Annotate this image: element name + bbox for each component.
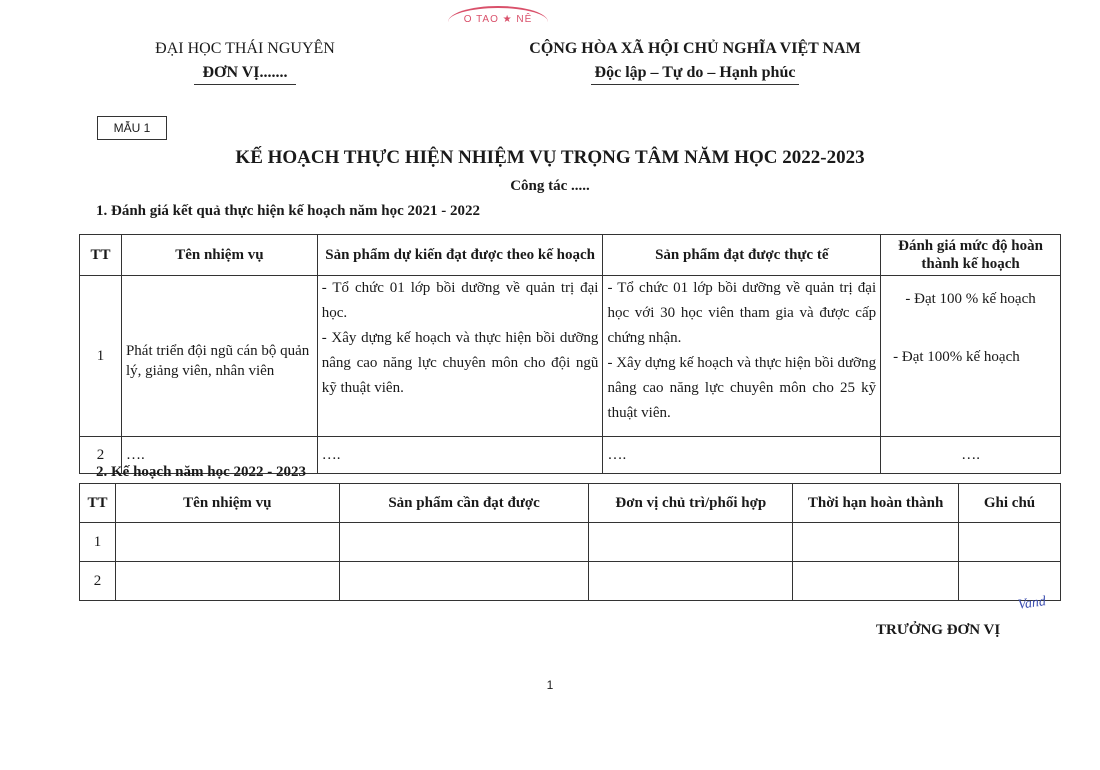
cell-evaluation: ….: [881, 437, 1061, 474]
signature-label: TRƯỞNG ĐƠN VỊ: [876, 622, 1001, 638]
cell-empty: [589, 523, 793, 562]
col-header: Đơn vị chủ trì/phối hợp: [589, 484, 793, 523]
cell-tt: 2: [80, 437, 122, 474]
col-header: TT: [80, 484, 116, 523]
handwritten-signature: Vand: [1017, 594, 1047, 613]
planned-item: - Tổ chức 01 lớp bồi dưỡng về quản trị đại học.: [321, 280, 599, 321]
unit-name: ĐƠN VỊ.......: [194, 64, 295, 85]
section-1-heading: 1. Đánh giá kết quả thực hiện kế hoạch năm học 2021 - 2022: [96, 203, 481, 219]
col-header: Sản phẩm dự kiến đạt được theo kế hoạch: [317, 235, 603, 276]
cell-empty: [339, 523, 589, 562]
evaluation-table: [79, 234, 1061, 474]
document-title: KẾ HOẠCH THỰC HIỆN NHIỆM VỤ TRỌNG TÂM NĂM HỌC 2022-2023: [235, 147, 865, 168]
cell-task: ….: [121, 437, 317, 474]
republic-name: CỘNG HÒA XÃ HỘI CHỦ NGHĨA VIỆT NAM: [529, 40, 861, 57]
col-header: TT: [80, 235, 122, 276]
document-subtitle: Công tác .....: [510, 178, 590, 194]
cell-empty: [959, 523, 1061, 562]
cell-empty: [793, 562, 959, 601]
official-stamp: [448, 6, 548, 38]
cell-empty: [793, 523, 959, 562]
header-left: [130, 40, 360, 85]
col-header: Tên nhiệm vụ: [115, 484, 339, 523]
cell-empty: [959, 562, 1061, 601]
table-header-row: [80, 484, 1061, 523]
cell-tt: 1: [80, 523, 116, 562]
cell-empty: [115, 523, 339, 562]
plan-table: [79, 483, 1061, 601]
evaluation-item: - Đạt 100 % kế hoạch: [905, 291, 1036, 307]
task-text: Phát triển đội ngũ cán bộ quản lý, giảng viên, nhân viên: [125, 343, 310, 379]
cell-evaluation: [881, 276, 1061, 437]
cell-actual: [603, 276, 881, 437]
page-number: 1: [546, 678, 554, 692]
section-2-heading: 2. Kế hoạch năm học 2022 - 2023: [96, 464, 306, 480]
col-header: Đánh giá mức độ hoàn thành kế hoạch: [881, 235, 1061, 276]
stamp-text: O TAO ★ NÊ: [463, 14, 533, 25]
col-header: Sản phẩm cần đạt được: [339, 484, 589, 523]
cell-empty: [339, 562, 589, 601]
cell-actual: ….: [603, 437, 881, 474]
table-header-row: [80, 235, 1061, 276]
col-header: Tên nhiệm vụ: [121, 235, 317, 276]
university-name: ĐẠI HỌC THÁI NGUYÊN: [155, 40, 335, 57]
actual-item: - Xây dựng kế hoạch và thực hiện bồi dưỡng nâng cao năng lực chuyên môn cho 25 kỹ thuật viên.: [607, 355, 877, 421]
evaluation-item: - Đạt 100% kế hoạch: [893, 349, 1020, 365]
table-row: [80, 562, 1061, 601]
header-right: [500, 40, 890, 85]
planned-item: - Xây dựng kế hoạch và thực hiện bồi dưỡng nâng cao năng lực chuyên môn cho đội ngũ kỹ thuật viên.: [321, 330, 599, 396]
cell-planned: [317, 276, 603, 437]
cell-empty: [115, 562, 339, 601]
table-row: [80, 276, 1061, 437]
form-code-box: MẪU 1: [97, 116, 167, 140]
national-motto: Độc lập – Tự do – Hạnh phúc: [591, 64, 800, 85]
table-row: [80, 523, 1061, 562]
col-header: Ghi chú: [959, 484, 1061, 523]
cell-tt: 1: [80, 276, 122, 437]
cell-empty: [589, 562, 793, 601]
cell-planned: ….: [317, 437, 603, 474]
col-header: Thời hạn hoàn thành: [793, 484, 959, 523]
actual-item: - Tổ chức 01 lớp bồi dưỡng về quản trị đại học với 30 học viên tham gia và được cấp chứng nhận.: [607, 280, 877, 346]
col-header: Sản phẩm đạt được thực tế: [603, 235, 881, 276]
cell-task: [121, 276, 317, 437]
cell-tt: 2: [80, 562, 116, 601]
